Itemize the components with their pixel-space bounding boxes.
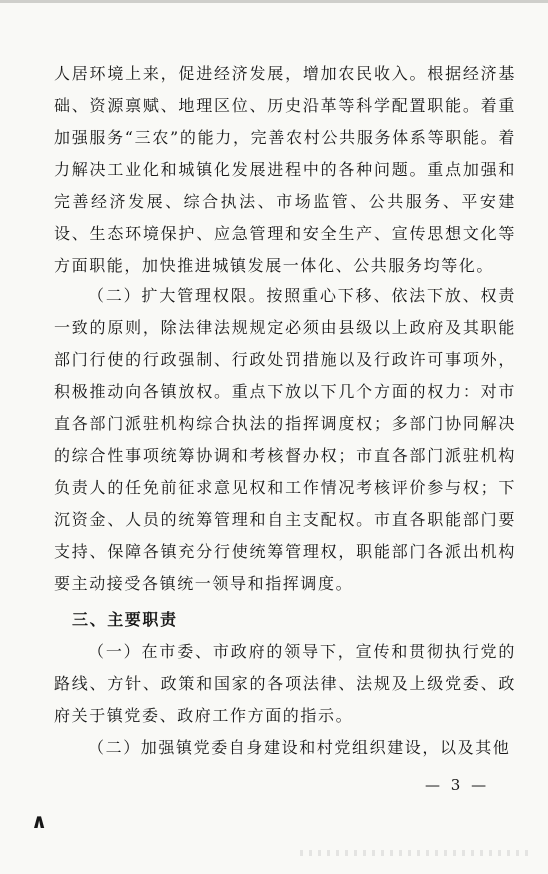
paragraph-duty-1: （一）在市委、市政府的领导下，宣传和贯彻执行党的路线、方针、政策和国家的各项法律、法规及上级党委、政府关于镇党委、政府工作方面的指示。 — [54, 642, 516, 725]
paragraph-expand-management-authority: （二）扩大管理权限。按照重心下移、依法下放、权责一致的原则，除法律法规规定必须由县级以上政府及其职能部门行使的行政强制、行政处罚措施以及行政许可事项外，积极推动向各镇放权。重点下放以下几个方面的权力：对市直各部门派驻机构综合执法的指挥调度权；多部门协同解决的综合性事项统筹协调和考核督办权；市直各部门派驻机构负责人的任免前征求意见权和工作情况考核评价参与权；下沉资金、人员的统筹管理和自主支配权。市直各职能部门要支持、保障各镇充分行使统筹管理权，职能部门各派出机构要主动接受各镇统一领导和指挥调度。 — [54, 286, 516, 593]
paragraph-continuation: 人居环境上来，促进经济发展，增加农民收入。根据经济基础、资源禀赋、地理区位、历史沿革等科学配置职能。着重加强服务“三农”的能力，完善农村公共服务体系等职能。着力解决工业化和城镇化发展进程中的各种问题。重点加强和完善经济发展、综合执法、市场监管、公共服务、平安建设、生态环境保护、应急管理和安全生产、宣传思想文化等方面职能，加快推进城镇发展一体化、公共服务均等化。 — [54, 64, 516, 275]
page-number: — 3 — — [425, 776, 490, 794]
scan-noise-strip — [300, 850, 530, 856]
section-heading: 三、主要职责 — [72, 610, 178, 629]
paragraph-duty-2: （二）加强镇党委自身建设和村党组织建设，以及其他 — [88, 738, 511, 757]
corner-mark: ∧ — [31, 809, 48, 833]
